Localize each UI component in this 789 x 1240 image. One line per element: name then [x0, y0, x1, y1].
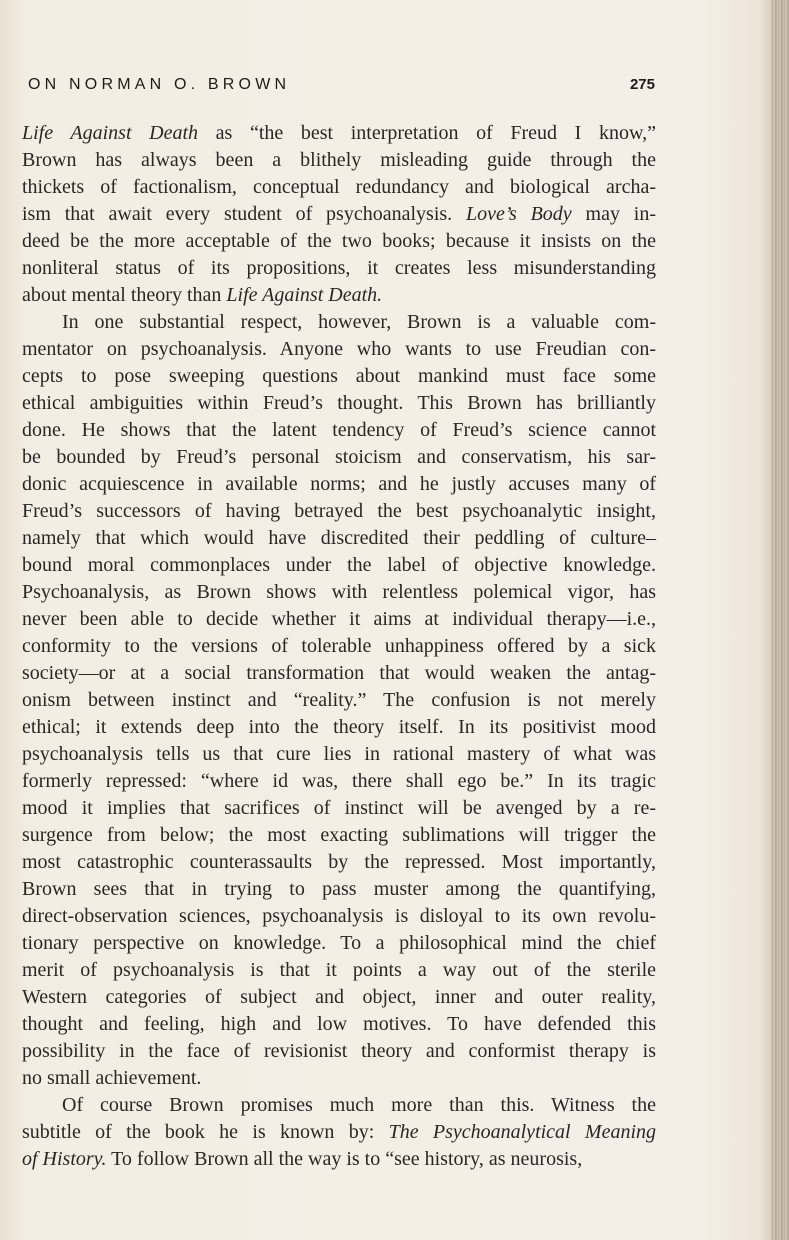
text-run: about mental theory than: [22, 284, 227, 306]
text-line: [22, 930, 656, 957]
text-run: Of course Brown promises much more than this. Witness the: [62, 1094, 656, 1116]
text-run: Western categories of subject and object, inner and outer reality,: [22, 986, 656, 1008]
text-run: mentator on psychoanalysis. Anyone who wants to use Freudian con-: [22, 338, 656, 360]
text-run: surgence from below; the most exacting sublimations will trigger the: [22, 824, 656, 846]
page-header: [28, 76, 655, 100]
text-line: [22, 957, 656, 984]
text-line: [22, 1119, 656, 1146]
text-line: [22, 444, 656, 471]
italic-title: Life Against Death: [22, 122, 199, 144]
text-run: ism that await every student of psychoanalysis.: [22, 203, 466, 225]
text-run: merit of psychoanalysis is that it points a way out of the sterile: [22, 959, 656, 981]
text-run: ethical ambiguities within Freud’s thought. This Brown has brilliantly: [22, 392, 656, 414]
text-line: [22, 714, 656, 741]
text-run: subtitle of the book he is known by:: [22, 1121, 389, 1143]
text-line: [22, 1092, 656, 1119]
text-line: [22, 282, 656, 309]
text-line: [22, 147, 656, 174]
text-line: [22, 741, 656, 768]
text-line: [22, 525, 656, 552]
text-run: ethical; it extends deep into the theory itself. In its positivist mood: [22, 716, 656, 738]
text-run: mood it implies that sacrifices of instinct will be avenged by a re-: [22, 797, 656, 819]
text-line: [22, 120, 656, 147]
text-run: may in-: [571, 203, 656, 225]
text-run: deed be the more acceptable of the two books; because it insists on the: [22, 230, 656, 252]
text-run: society—or at a social transformation that would weaken the antag-: [22, 662, 656, 684]
text-line: [22, 687, 656, 714]
text-line: [22, 417, 656, 444]
text-line: [22, 876, 656, 903]
paragraph: [22, 1092, 656, 1173]
text-run: never been able to decide whether it aims at individual therapy—i.e.,: [22, 608, 656, 630]
text-line: [22, 309, 656, 336]
text-run: Psychoanalysis, as Brown shows with relentless polemical vigor, has: [22, 581, 656, 603]
text-line: [22, 1146, 656, 1173]
text-run: bound moral commonplaces under the label of objective knowledge.: [22, 554, 656, 576]
body-text: [22, 120, 656, 1173]
text-line: [22, 579, 656, 606]
text-line: [22, 768, 656, 795]
text-run: thought and feeling, high and low motives. To have defended this: [22, 1013, 656, 1035]
italic-title: of History.: [22, 1148, 107, 1170]
text-line: [22, 390, 656, 417]
italic-title: Love’s Body: [466, 203, 572, 225]
italic-title: The Psychoanalytical Meaning: [388, 1121, 656, 1143]
text-run: donic acquiescence in available norms; and he justly accuses many of: [22, 473, 656, 495]
text-run: Brown has always been a blithely misleading guide through the: [22, 149, 656, 171]
text-line: [22, 795, 656, 822]
text-run: cepts to pose sweeping questions about mankind must face some: [22, 365, 656, 387]
text-run: conformity to the versions of tolerable unhappiness offered by a sick: [22, 635, 656, 657]
text-line: [22, 1065, 656, 1092]
text-line: [22, 1038, 656, 1065]
text-line: [22, 174, 656, 201]
text-line: [22, 363, 656, 390]
text-line: [22, 984, 656, 1011]
running-head: ON NORMAN O. BROWN: [28, 76, 291, 93]
paragraph: [22, 120, 656, 309]
italic-title: Life Against Death.: [226, 284, 383, 306]
text-run: Freud’s successors of having betrayed the best psychoanalytic insight,: [22, 500, 656, 522]
text-line: [22, 255, 656, 282]
text-run: thickets of factionalism, conceptual redundancy and biological archa-: [22, 176, 656, 198]
text-line: [22, 498, 656, 525]
text-line: [22, 660, 656, 687]
text-run: direct-observation sciences, psychoanalysis is disloyal to its own revolu-: [22, 905, 656, 927]
text-line: [22, 633, 656, 660]
text-run: done. He shows that the latent tendency of Freud’s science cannot: [22, 419, 656, 441]
text-run: most catastrophic counterassaults by the repressed. Most importantly,: [22, 851, 656, 873]
text-line: [22, 336, 656, 363]
text-line: [22, 552, 656, 579]
text-run: onism between instinct and “reality.” The confusion is not merely: [22, 689, 656, 711]
text-line: [22, 606, 656, 633]
text-line: [22, 1011, 656, 1038]
text-run: To follow Brown all the way is to “see history, as neurosis,: [106, 1148, 583, 1170]
text-run: be bounded by Freud’s personal stoicism and conservatism, his sar-: [22, 446, 656, 468]
text-run: formerly repressed: “where id was, there shall ego be.” In its tragic: [22, 770, 656, 792]
text-run: no small achievement.: [22, 1067, 202, 1089]
text-line: [22, 849, 656, 876]
text-run: namely that which would have discredited their peddling of culture–: [22, 527, 656, 549]
text-line: [22, 903, 656, 930]
text-run: possibility in the face of revisionist theory and conformist therapy is: [22, 1040, 656, 1062]
text-line: [22, 228, 656, 255]
paragraph: [22, 309, 656, 1092]
text-run: nonliteral status of its propositions, it creates less misunderstanding: [22, 257, 656, 279]
text-run: as “the best interpretation of Freud I know,”: [198, 122, 656, 144]
text-run: Brown sees that in trying to pass muster among the quantifying,: [22, 878, 656, 900]
text-line: [22, 822, 656, 849]
page-edge: [771, 0, 789, 1240]
text-line: [22, 471, 656, 498]
text-line: [22, 201, 656, 228]
page-number: 275: [629, 76, 655, 93]
text-run: In one substantial respect, however, Brown is a valuable com-: [62, 311, 656, 333]
text-run: tionary perspective on knowledge. To a philosophical mind the chief: [22, 932, 656, 954]
text-run: psychoanalysis tells us that cure lies in rational mastery of what was: [22, 743, 656, 765]
